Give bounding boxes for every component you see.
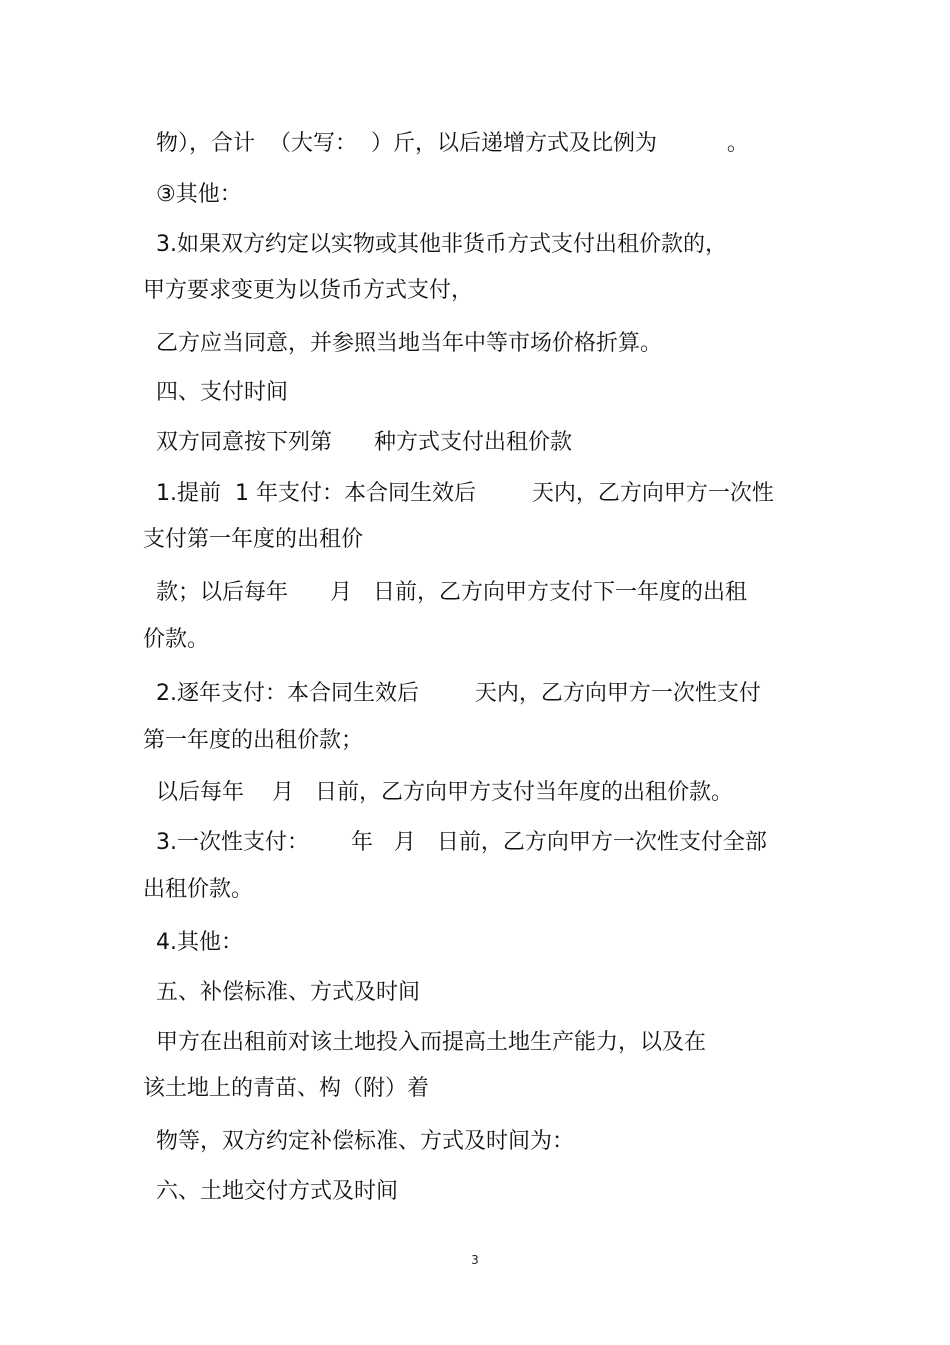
section-heading-payment-time: 四、支付时间: [156, 380, 289, 405]
text-line-08: 1.提前 1 年支付：本合同生效后 天内，乙方向甲方一次性: [156, 481, 774, 506]
text-line-13: 第一年度的出租价款；: [143, 728, 364, 753]
page-number: 3: [471, 1253, 479, 1267]
text-line-03: 3.如果双方约定以实物或其他非货币方式支付出租价款的，: [156, 232, 727, 257]
text-line-07: 双方同意按下列第 种方式支付出租价款: [156, 430, 572, 455]
text-line-15: 3.一次性支付： 年 月 日前，乙方向甲方一次性支付全部: [156, 830, 767, 855]
text-line-14: 以后每年 月 日前，乙方向甲方支付当年度的出租价款。: [156, 780, 733, 805]
text-line-10: 款；以后每年 月 日前，乙方向甲方支付下一年度的出租: [156, 580, 747, 605]
text-line-21: 物等，双方约定补偿标准、方式及时间为：: [156, 1129, 575, 1154]
text-line-09: 支付第一年度的出租价: [143, 527, 364, 552]
text-line-04: 甲方要求变更为以货币方式支付，: [143, 278, 474, 303]
text-line-01: 物），合计 （大写： ）斤，以后递增方式及比例为 。: [156, 131, 749, 156]
text-line-19: 甲方在出租前对该土地投入而提高土地生产能力，以及在: [156, 1030, 707, 1055]
text-line-12: 2.逐年支付：本合同生效后 天内，乙方向甲方一次性支付: [156, 681, 761, 706]
section-heading-compensation: 五、补偿标准、方式及时间: [156, 980, 421, 1005]
text-line-16: 出租价款。: [143, 877, 254, 902]
text-line-17: 4.其他：: [156, 930, 243, 955]
text-line-02: ③其他：: [156, 182, 242, 207]
text-line-05: 乙方应当同意，并参照当地当年中等市场价格折算。: [156, 331, 663, 356]
text-line-11: 价款。: [143, 627, 210, 652]
section-heading-land-delivery: 六、土地交付方式及时间: [156, 1179, 399, 1204]
text-line-20: 该土地上的青苗、构（附）着: [143, 1076, 430, 1101]
